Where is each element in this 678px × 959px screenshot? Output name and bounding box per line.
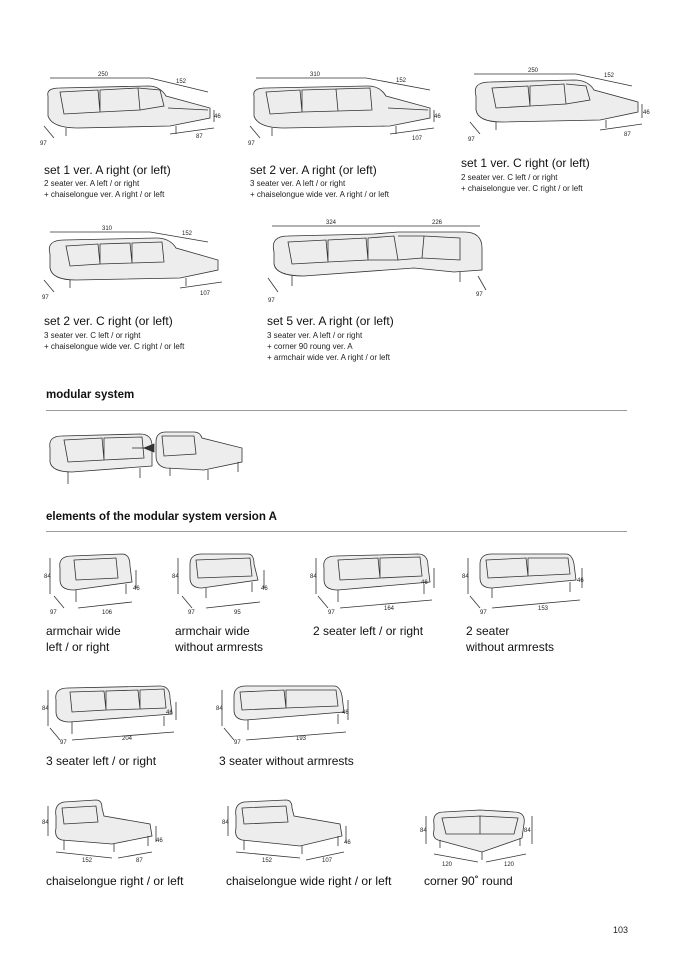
element-label: armchair wide [46, 624, 121, 638]
dim-w2: 87 [136, 858, 143, 864]
dim-h1: 84 [172, 574, 179, 580]
sofa-drawing-set-5-ver-a [264, 218, 494, 308]
dim-d1: 97 [40, 141, 47, 147]
sofa-drawing-set-2-ver-c [40, 224, 230, 304]
element-chaiselongue-wide-drawing [222, 796, 362, 866]
set-line: 3 seater ver. C left / or right [44, 331, 141, 340]
divider [46, 410, 627, 411]
dim-h1: 84 [42, 820, 49, 826]
dim-h2: 46 [344, 840, 351, 846]
dim-w2: 152 [396, 78, 407, 84]
dim-d: 97 [50, 610, 57, 616]
dim-h: 46 [434, 114, 441, 120]
dim-w2: 152 [182, 231, 193, 237]
element-label: 2 seater [466, 624, 510, 638]
sofa-drawing-set-1-ver-a [38, 70, 228, 152]
dim-w2: 107 [322, 858, 333, 864]
dim-d2: 107 [200, 291, 211, 297]
element-label: 2 seater left / or right [313, 624, 424, 638]
dim-h1: 84 [42, 706, 49, 712]
element-label: armchair wide [175, 624, 250, 638]
set-line: + corner 90 roung ver. A [267, 342, 353, 351]
dim-h1: 84 [462, 574, 469, 580]
dim-d1: 97 [268, 298, 275, 304]
dim-d2: 107 [412, 136, 423, 142]
dim-h1: 84 [44, 574, 51, 580]
dim-h2: 46 [577, 578, 584, 584]
dim-h2: 46 [156, 838, 163, 844]
set-title: set 2 ver. C right (or left) [44, 314, 173, 328]
dim-h1: 84 [216, 706, 223, 712]
dim-h1: 84 [310, 574, 317, 580]
element-label: without armrests [175, 640, 264, 654]
set-line: 3 seater ver. A left / or right [250, 179, 346, 188]
element-label: chaiselongue wide right / or left [226, 874, 392, 888]
dim-w1: 324 [326, 220, 337, 226]
dim-h1: 84 [222, 820, 229, 826]
dim-h2: 46 [166, 710, 173, 716]
dim-w: 193 [296, 736, 307, 742]
dim-d: 97 [234, 740, 241, 746]
dim-w: 153 [538, 606, 549, 612]
dim-h2: 46 [421, 580, 428, 586]
element-corner-round-drawing [420, 804, 538, 868]
set-line: + chaiselongue wide ver. A right / or left [250, 190, 389, 199]
dim-w: 106 [102, 610, 113, 616]
element-label: chaiselongue right / or left [46, 874, 184, 888]
set-title: set 5 ver. A right (or left) [267, 314, 394, 328]
dim-w1: 250 [528, 68, 539, 74]
sofa-drawing-set-2-ver-a [246, 70, 446, 152]
dim-d: 97 [60, 740, 67, 746]
section-title-elements: elements of the modular system version A [46, 511, 277, 523]
set-title: set 2 ver. A right (or left) [250, 163, 377, 177]
element-label: corner 90˚ round [424, 874, 513, 888]
dim-h: 46 [214, 114, 221, 120]
set-line: 3 seater ver. A left / or right [267, 331, 363, 340]
element-label: without armrests [466, 640, 555, 654]
element-2-seater-drawing [310, 548, 440, 618]
set-line: 2 seater ver. A left / or right [44, 179, 140, 188]
element-label: 3 seater without armrests [219, 754, 354, 768]
element-label: 3 seater left / or right [46, 754, 157, 768]
dim-w1: 120 [442, 862, 453, 868]
set-line: + chaiselongue ver. A right / or left [44, 190, 165, 199]
element-chaiselongue-drawing [42, 796, 172, 866]
element-label: left / or right [46, 640, 110, 654]
dim-d: 97 [328, 610, 335, 616]
dim-w1: 310 [102, 226, 113, 232]
dim-h1: 84 [420, 828, 427, 834]
element-3-seater-no-arms-drawing [216, 680, 356, 750]
set-line: 2 seater ver. C left / or right [461, 173, 558, 182]
element-armchair-wide-drawing [44, 548, 144, 618]
modular-system-drawing [44, 426, 248, 496]
set-line: + chaiselongue wide ver. C right / or left [44, 342, 185, 351]
dim-h2: 84 [524, 828, 531, 834]
dim-w1: 250 [98, 72, 109, 78]
set-line: + chaiselongue ver. C right / or left [461, 184, 583, 193]
divider [46, 531, 627, 532]
dim-d: 97 [480, 610, 487, 616]
set-title: set 1 ver. C right (or left) [461, 156, 590, 170]
element-3-seater-drawing [42, 680, 182, 750]
section-title-modular: modular system [46, 389, 135, 401]
dim-w: 95 [234, 610, 241, 616]
dim-d1: 97 [248, 141, 255, 147]
dim-d2: 87 [196, 134, 203, 140]
element-armchair-wide-no-arms-drawing [172, 548, 272, 618]
dim-h2: 46 [133, 586, 140, 592]
dim-d: 97 [188, 610, 195, 616]
dim-d2: 97 [476, 292, 483, 298]
dim-h2: 46 [261, 586, 268, 592]
dim-d1: 97 [42, 295, 49, 301]
dim-w1: 310 [310, 72, 321, 78]
page-number: 103 [613, 925, 629, 935]
dim-w2: 152 [176, 79, 187, 85]
dim-d1: 97 [468, 137, 475, 143]
sofa-drawing-set-1-ver-c [466, 66, 656, 148]
dim-w: 204 [122, 736, 133, 742]
dim-w2: 152 [604, 73, 615, 79]
dim-w2: 226 [432, 220, 443, 226]
dim-w2: 120 [504, 862, 515, 868]
element-2-seater-no-arms-drawing [462, 548, 592, 618]
dim-d2: 87 [624, 132, 631, 138]
dim-w1: 152 [82, 858, 93, 864]
dim-w: 164 [384, 606, 395, 612]
set-line: + armchair wide ver. A right / or left [267, 353, 390, 362]
dim-w1: 152 [262, 858, 273, 864]
dim-h: 46 [643, 110, 650, 116]
set-title: set 1 ver. A right (or left) [44, 163, 171, 177]
dim-h2: 46 [342, 710, 349, 716]
